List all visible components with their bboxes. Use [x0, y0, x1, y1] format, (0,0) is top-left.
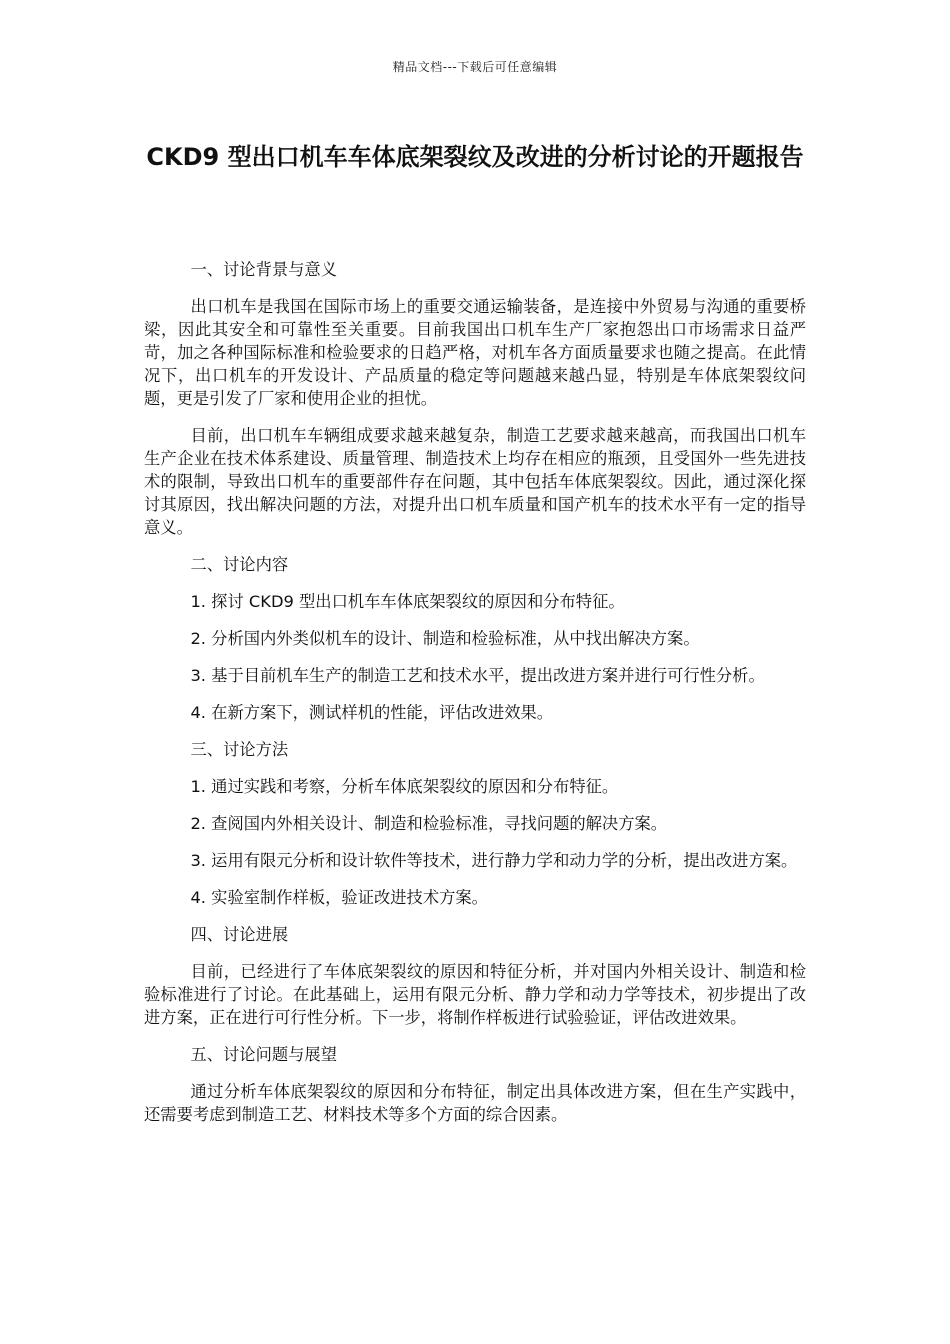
- section-heading-2: 二、讨论内容: [190, 555, 289, 574]
- body-paragraph-2: 目前，出口机车车辆组成要求越来越复杂，制造工艺要求越来越高，而我国出口机车生产企业在技术体系建设、质量管理、制造技术上均存在相应的瓶颈，且受国外一些先进技术的限制，导致出口机车的重要部件存在问题，其中包括车体底架裂纹。因此，通过深化探讨其原因，找出解决问题的方法，对提升出口机车质量和国产机车的技术水平有一定的指导意义。: [144, 426, 806, 537]
- method-item-1: 1. 通过实践和考察，分析车体底架裂纹的原因和分布特征。: [190, 777, 619, 796]
- content-item-1: 1. 探讨 CKD9 型出口机车车体底架裂纹的原因和分布特征。: [190, 592, 625, 611]
- method-item-3: 3. 运用有限元分析和设计软件等技术，进行静力学和动力学的分析，提出改进方案。: [190, 851, 798, 870]
- body-paragraph-1: 出口机车是我国在国际市场上的重要交通运输装备，是连接中外贸易与沟通的重要桥梁，因此其安全和可靠性至关重要。目前我国出口机车生产厂家抱怨出口市场需求日益严苛，加之各种国际标准和检验要求的日趋严格，对机车各方面质量要求也随之提高。在此情况下，出口机车的开发设计、产品质量的稳定等问题越来越凸显，特别是车体底架裂纹问题，更是引发了厂家和使用企业的担忧。: [144, 297, 806, 408]
- content-item-2: 2. 分析国内外类似机车的设计、制造和检验标准，从中找出解决方案。: [190, 629, 700, 648]
- body-paragraph-3: 目前，已经进行了车体底架裂纹的原因和特征分析，并对国内外相关设计、制造和检验标准进行了讨论。在此基础上，运用有限元分析、静力学和动力学等技术，初步提出了改进方案，正在进行可行性分析。下一步，将制作样板进行试验验证，评估改进效果。: [144, 962, 806, 1027]
- method-item-4: 4. 实验室制作样板，验证改进技术方案。: [190, 888, 488, 907]
- section-heading-4: 四、讨论进展: [190, 925, 289, 944]
- section-heading-3: 三、讨论方法: [190, 740, 289, 759]
- section-heading-1: 一、讨论背景与意义: [190, 260, 337, 279]
- method-item-2: 2. 查阅国内外相关设计、制造和检验标准，寻找问题的解决方案。: [190, 814, 668, 833]
- body-paragraph-4: 通过分析车体底架裂纹的原因和分布特征，制定出具体改进方案，但在生产实践中，还需要考虑到制造工艺、材料技术等多个方面的综合因素。: [144, 1082, 806, 1124]
- content-item-3: 3. 基于目前机车生产的制造工艺和技术水平，提出改进方案并进行可行性分析。: [190, 666, 765, 685]
- document-body: [144, 258, 806, 1140]
- content-item-4: 4. 在新方案下，测试样机的性能，评估改进效果。: [190, 703, 554, 722]
- section-heading-5: 五、讨论问题与展望: [190, 1045, 337, 1064]
- document-title: CKD9 型出口机车车体底架裂纹及改进的分析讨论的开题报告: [146, 143, 804, 171]
- header-note: 精品文档---下载后可任意编辑: [392, 60, 558, 74]
